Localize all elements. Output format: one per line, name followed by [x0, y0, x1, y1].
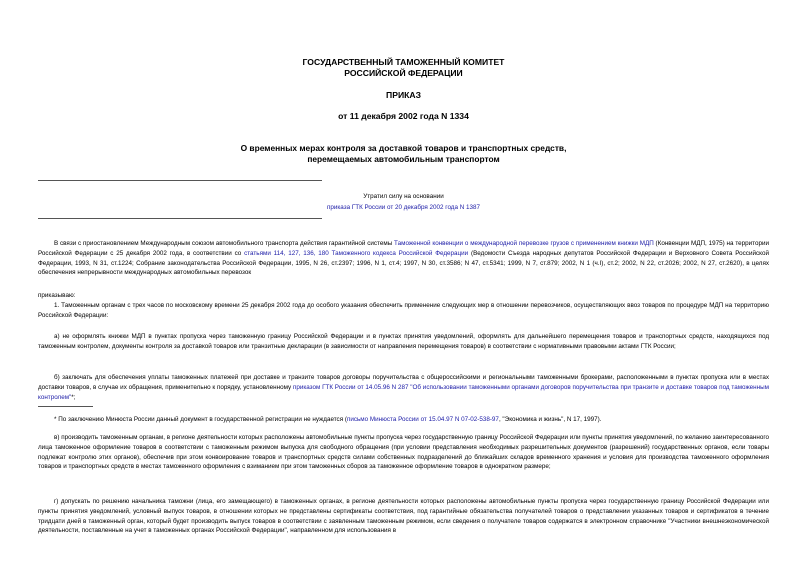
status-link[interactable]: приказа ГТК России от 20 декабря 2002 года N 1387	[326, 204, 481, 211]
footnote-text-2: , "Экономика и жизнь", N 17, 1997).	[498, 416, 602, 423]
paragraph-v: в) производить таможенным органам, в регионе деятельности которых расположены автомобильные пункты пропуска через государственную границу Российской Федерации или пункты принятия уведомлений, по желанию заинтересованного лица таможенное оформление товаров в соответствии с таможенным режимом выпуска для свободного обращения (при условии представления необходимых разрешительных документов (разрешений) государственных органов, если товары подлежат контролю этих органов), обеспечив при этом конвоирование товаров и транспортных средств силами собственных подразделений до ближайших складов временного хранения и условия для производства таможенного оформления товаров и транспортных средств в местах таможенного оформления с взиманием при этом таможенных сборов за таможенное оформление товаров в однократном размере;	[38, 434, 769, 471]
document-date: от 11 декабря 2002 года N 1334	[338, 111, 469, 121]
paragraph-g: г) допускать по решению начальника таможни (лица, его замещающего) в таможенных органах, в регионе деятельности которых расположены автомобильные пункты пропуска через государственную границу Российской Федерации или пункты принятия уведомлений, условный выпуск товаров, в отношении которых не представлены сертификаты соответствия, под гарантийные обязательства получателей товаров о представлении указанных товаров и сертификатов в течение тридцати дней в таможенный орган, который будет производить выпуск товаров в соответствии с заявленным таможенным режимом, если сведения о получателе товаров содержатся в электронном справочнике "Участники внешнеэкономической деятельности, поставленные на учет в таможенных органах Российской Федерации", направленном для использования в	[38, 498, 769, 535]
footnote	[38, 415, 769, 424]
tir-convention-link[interactable]: Таможенной конвенции о международной перевозке грузов с применением книжки МДП	[394, 240, 654, 247]
preamble-text-3: (Ведомости Съезда народных депутатов Российской Федерации и Верховного Совета Российской Федерации, 1993, N 31, ст.1224; Собрание законодательства Российской Федерации, 1995, N 26, ст.2397; 1996, N 1, ст.4; 1997, N 30, ст.3586; N 47, ст.5341; 1999, N 7, ст.879; 2002, N 1 (ч.I), ст.2; 2002, N 22, ст.2026; 2002, N 27, ст.2620), в целях обеспечения непрерывности международных автомобильных перевозок	[38, 249, 769, 277]
order-word: приказываю:	[38, 292, 76, 299]
document-type: ПРИКАЗ	[386, 90, 421, 100]
document-title-line-1: О временных мерах контроля за доставкой товаров и транспортных средств,	[240, 143, 567, 153]
preamble	[38, 239, 769, 278]
paragraph-b-text: б) заключать для обеспечения уплаты таможенных платежей при доставке и транзите товаров договоры поручительства с общероссийскими и региональными таможенными брокерами, расположенными в пунктах пропуска или в местах доставки товаров, в случае их обращения, применительно к порядку, установленному	[38, 374, 769, 391]
footnote-text-1: * По заключению Минюста России данный документ в государственной регистрации не нуждается (	[54, 416, 347, 423]
footnote-divider	[38, 406, 93, 407]
issuer-line-2: РОССИЙСКОЙ ФЕДЕРАЦИИ	[344, 68, 463, 78]
paragraph-b-tail: *;	[71, 393, 76, 401]
status-note: Утратил силу на основании	[363, 193, 444, 200]
issuer-line-1: ГОСУДАРСТВЕННЫЙ ТАМОЖЕННЫЙ КОМИТЕТ	[302, 57, 505, 67]
document-title-line-2: перемещаемых автомобильным транспортом	[307, 154, 500, 164]
preamble-text-1: В связи с приостановлением Международным союзом автомобильного транспорта действия гарантийной системы	[54, 240, 395, 247]
paragraph-1: 1. Таможенным органам с трех часов по московскому времени 25 декабря 2002 года до особого указания обеспечить применение следующих мер в отношении перевозчиков, осуществляющих ввоз товаров по процедуре МДП на территорию Российской Федерации:	[38, 302, 769, 319]
paragraph-b	[38, 373, 769, 402]
divider-top	[38, 180, 322, 181]
customs-code-link[interactable]: статьями 114, 127, 136, 180 Таможенного кодекса Российской Федерации	[244, 249, 469, 257]
paragraph-a: а) не оформлять книжки МДП в пунктах пропуска через таможенную границу Российской Федерации и в пунктах принятия уведомлений, оформлять для дальнейшего перемещения товаров и транспортных средств, находящихся под таможенным контролем, документы контроля за доставкой товаров или транзитные декларации (в зависимости от направления перемещения товаров) в соответствии с нормативными правовыми актами ГТК России;	[38, 333, 769, 350]
minjust-letter-link[interactable]: письмо Минюста России от 15.04.97 N 07-02-538-97	[346, 416, 499, 423]
divider-bottom	[38, 218, 322, 219]
preamble-text-2: (Конвенции МДП, 1975) на территории Российской Федерации с 25 декабря 2002 года, в соответствии со	[38, 240, 770, 257]
order-287-link[interactable]: приказом ГТК России от 14.05.96 N 287 "Об использовании таможенными органами договоров поручительства при транзите и доставке товаров под таможенным контролем"	[38, 383, 769, 401]
